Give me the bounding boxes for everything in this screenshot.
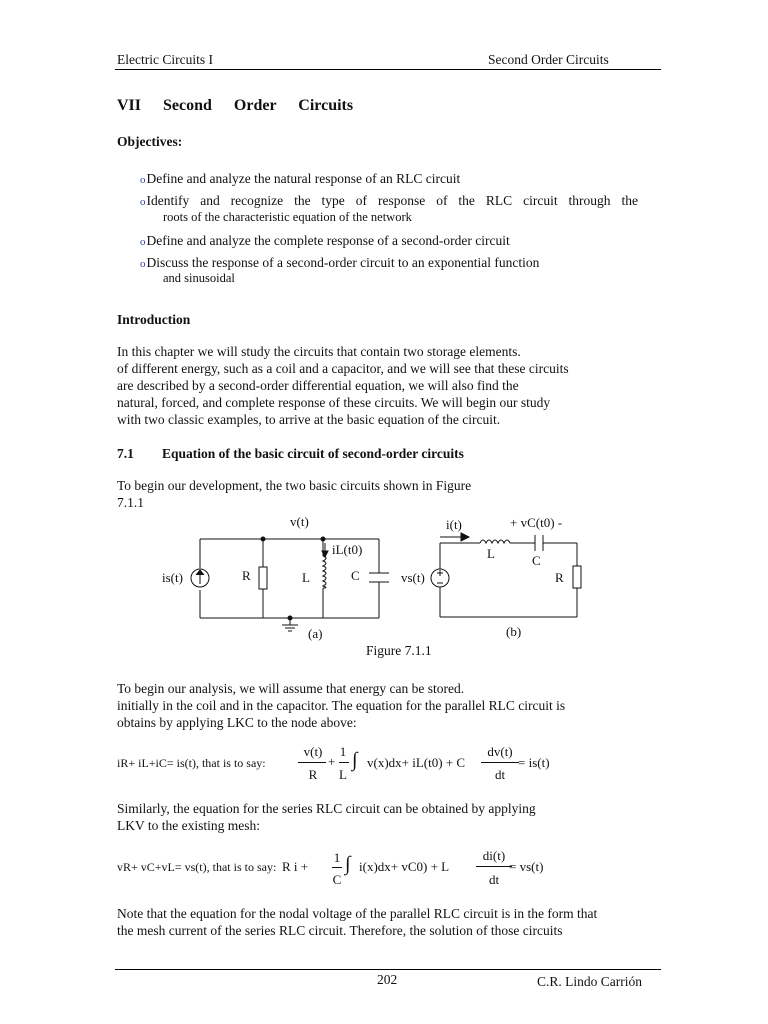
kvl-frac2-line [476,866,512,867]
kvl-integral-body: i(x)dx+ vC0) + L [359,859,450,874]
kvl-frac2-num: di(t) [482,848,506,863]
series-inductor-symbol [480,540,510,543]
intro-line: with two classic examples, to arrive at the basic equation of the circuit. [117,412,501,427]
node-dot [321,537,325,541]
section-intro-line: To begin our development, the two basic circuits shown in Figure [117,478,472,493]
label-capacitor-a: C [351,568,360,583]
kvl-lead: vR+ vC+vL= vs(t), that is to say: [117,860,277,874]
label-mesh-current: i(t) [446,517,462,532]
label-circuit-b: (b) [506,624,522,639]
kcl-frac1-line [298,762,326,763]
kcl-frac2-line [339,762,349,763]
intro-line: In this chapter we will study the circuits that contain two storage elements. [117,344,521,359]
chapter-number: VII [117,97,142,114]
kcl-frac3-den: dt [494,767,506,782]
objective-item: oDiscuss the response of a second-order circuit to an exponential function [140,255,540,270]
section-intro-line: 7.1.1 [117,495,144,510]
analysis-line: To begin our analysis, we will assume that energy can be stored. [117,681,465,696]
intro-line: of different energy, such as a coil and a capacitor, and we will see that these circuits [117,361,569,376]
bullet-icon: o [140,196,146,208]
mesh-current-arrowhead [461,533,469,541]
kvl-frac1-den: C [332,872,342,887]
bullet-icon: o [140,236,146,248]
page-number: 202 [377,972,398,987]
analysis-line: obtains by applying LKC to the node above: [117,715,357,730]
kvl-frac1-line [332,867,342,868]
label-inductor-current: iL(t0) [332,542,363,557]
label-circuit-a: (a) [308,626,323,641]
section-number: 7.1 [117,446,134,461]
current-source-arrow [196,570,204,584]
objective-item: oDefine and analyze the complete response of a second-order circuit [140,233,510,248]
closing-line: the mesh current of the series RLC circuit. Therefore, the solution of those circuits [117,923,563,938]
series-capacitor-symbol [535,535,543,551]
kvl-rhs: = vs(t) [509,859,544,874]
series-resistor-symbol [573,566,581,588]
objective-item: oDefine and analyze the natural response of an RLC circuit [140,171,461,186]
figure-caption: Figure 7.1.1 [366,643,432,658]
label-inductor-a: L [302,570,310,585]
kvl-integral-sign: ∫ [345,853,351,875]
resistor-symbol [259,567,267,589]
chapter-word-2: Order [233,97,277,114]
label-resistor-a: R [242,568,251,583]
chapter-word-1: Second [163,97,212,114]
footer-rule [115,969,661,970]
kcl-frac3-num: dv(t) [487,744,513,759]
label-capacitor-b: C [532,553,541,568]
kcl-lead: iR+ iL+iC= is(t), that is to say: [117,756,266,770]
capacitor-symbol [369,573,389,582]
bullet-icon: o [140,258,146,270]
label-capacitor-voltage: + vC(t0) - [510,515,563,530]
kvl-ri: R i + [282,859,309,874]
node-dot [261,537,265,541]
label-resistor-b: R [555,570,564,585]
header-rule [115,69,661,70]
series-line: LKV to the existing mesh: [117,818,260,833]
kvl-frac1-num: 1 [333,850,341,865]
bullet-icon: o [140,174,146,186]
header-left: Electric Circuits I [117,52,213,67]
voltage-source-polarity [437,570,443,583]
objectives-heading: Objectives: [117,134,183,149]
kcl-integral-body: v(x)dx+ iL(t0) + C [367,755,466,770]
objective-item-cont: and sinusoidal [163,271,235,285]
label-voltage-source: vs(t) [401,570,425,585]
kcl-rhs: = is(t) [518,755,550,770]
kvl-frac2-den: dt [488,872,500,887]
series-line: Similarly, the equation for the series RLC circuit can be obtained by applying [117,801,536,816]
figure-circuits [150,510,610,645]
intro-line: natural, forced, and complete response of these circuits. We will begin our study [117,395,551,410]
kcl-frac2-den: L [339,767,347,782]
introduction-heading: Introduction [117,312,191,327]
intro-line: are described by a second-order differential equation, we will also find the [117,378,519,393]
footer-author: C.R. Lindo Carrión [537,974,642,989]
kcl-frac2-num: 1 [339,744,347,759]
kcl-frac1-den: R [308,767,318,782]
chapter-title [117,97,353,115]
kcl-plus: + [328,754,336,769]
objective-item-cont: roots of the characteristic equation of the network [163,210,412,224]
label-current-source: is(t) [162,570,183,585]
label-inductor-b: L [487,546,495,561]
analysis-line: initially in the coil and in the capacitor. The equation for the parallel RLC circuit is [117,698,566,713]
kcl-frac3-line [481,762,519,763]
closing-line: Note that the equation for the nodal voltage of the parallel RLC circuit is in the form that [117,906,598,921]
inductor-symbol [323,556,326,588]
header-right: Second Order Circuits [488,52,609,67]
kcl-frac1-num: v(t) [303,744,323,759]
label-node-voltage: v(t) [290,514,309,529]
objective-item: oIdentify and recognize the type of response of the RLC circuit through the [140,193,638,208]
kcl-integral-sign: ∫ [352,749,358,771]
ground-symbol [282,618,298,631]
chapter-word-3: Circuits [298,97,354,114]
section-title: Equation of the basic circuit of second-order circuits [162,446,464,461]
